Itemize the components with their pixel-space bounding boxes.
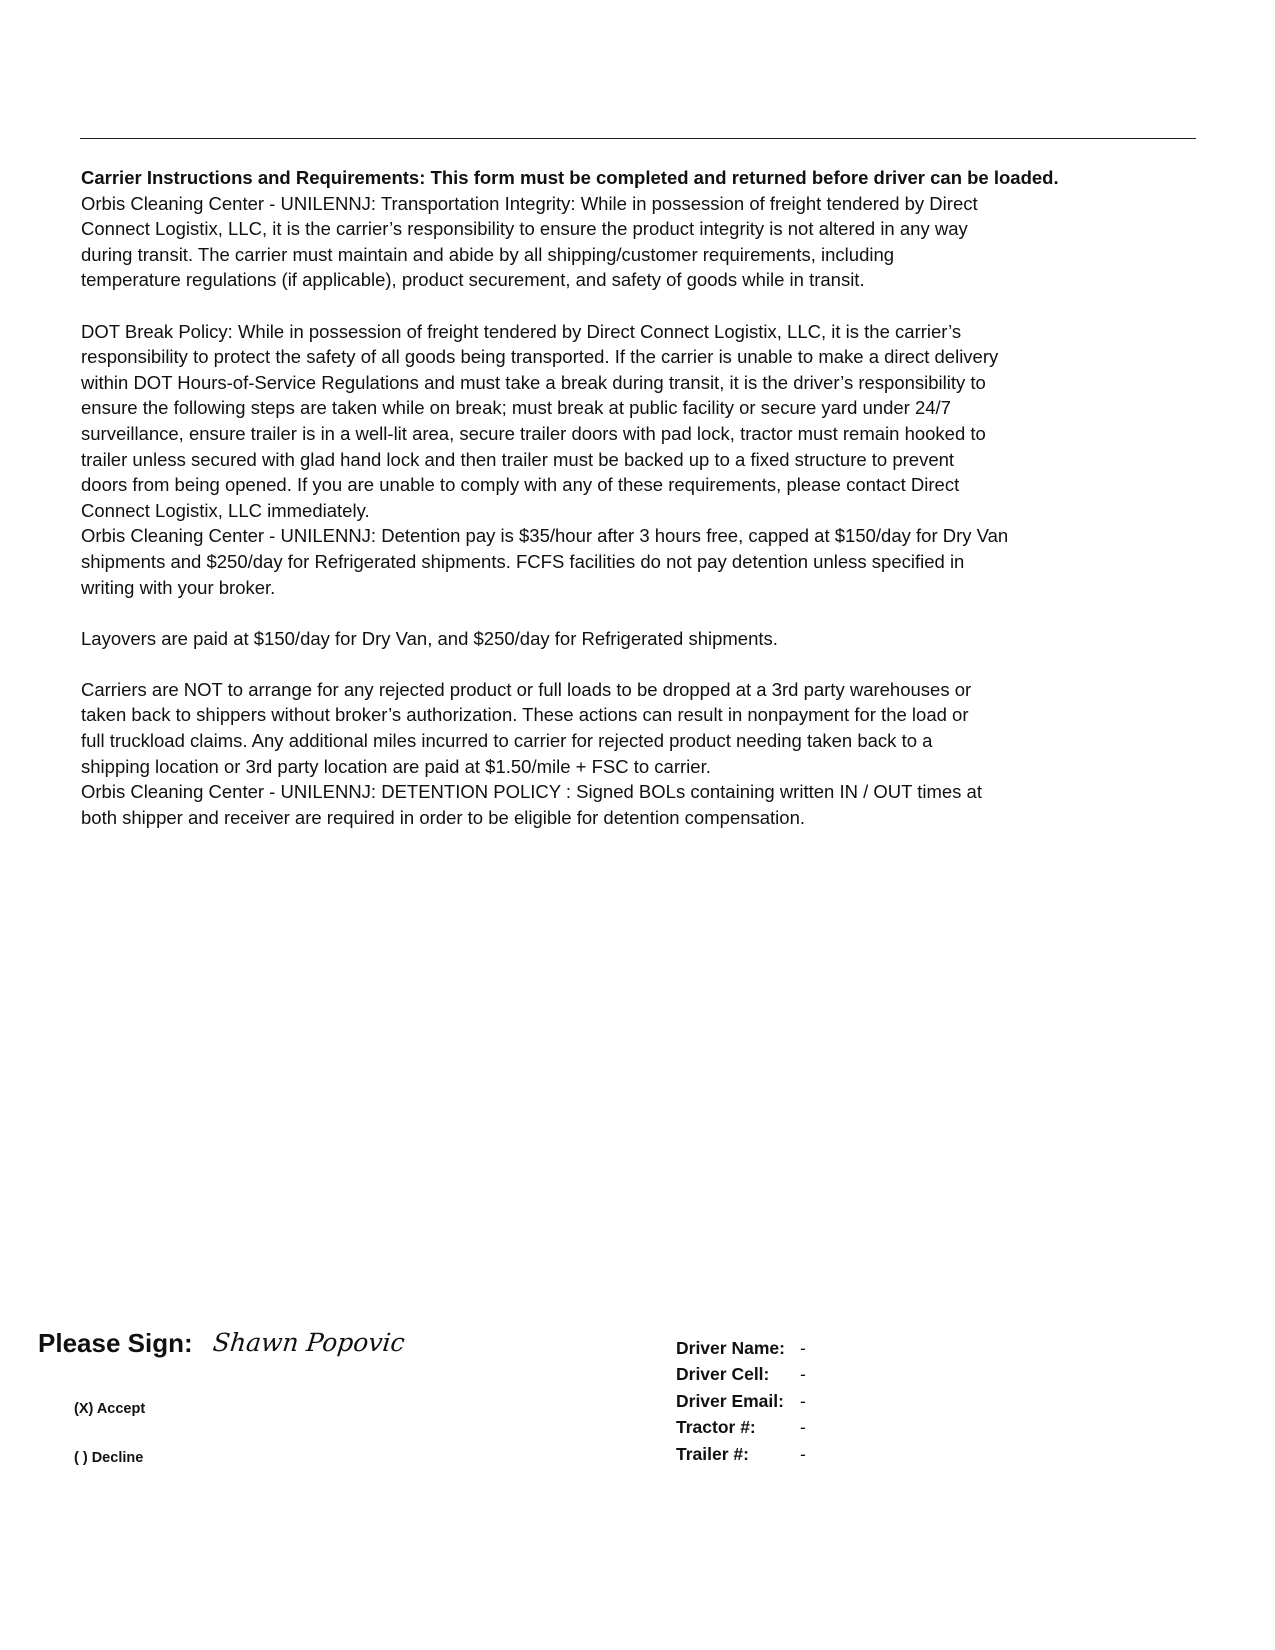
- driver-cell-label: Driver Cell:: [676, 1364, 770, 1385]
- rejected-product-paragraph: Carriers are NOT to arrange for any rejected product or full loads to be dropped at a 3rd party warehouses or taken back to shippers without broker’s authorization. These actions can result in nonpayment for the load or full truckload claims. Any additional miles incurred to carrier for rejected product needing taken back to a shipping location or 3rd party location are paid at $1.50/mile + FSC to carrier.: [81, 678, 972, 777]
- dot-break-policy-paragraph: DOT Break Policy: While in possession of freight tendered by Direct Connect Logistix, LLC, it is the carrier’s responsibility to protect the safety of all goods being transported. If the carrier is unable to make a direct delivery within DOT Hours-of-Service Regulations and must take a break during transit, it is the driver’s responsibility to ensure the following steps are taken while on break; must break at public facility or secure yard under 24/7 surveillance, ensure trailer is in a well-lit area, secure trailer doors with pad lock, tractor must remain hooked to trailer unless secured with glad hand lock and then trailer must be backed up to a fixed structure to prevent doors from being opened. If you are unable to comply with any of these requirements, please contact Direct Connect Logistix, LLC immediately.: [81, 320, 999, 521]
- tractor-number-label: Tractor #:: [676, 1417, 756, 1438]
- detention-policy-paragraph: Orbis Cleaning Center - UNILENNJ: DETENTION POLICY : Signed BOLs containing written IN / OUT times at both shipper and receiver are required in order to be eligible for detention compensation.: [81, 781, 982, 828]
- driver-cell-row: [676, 1361, 840, 1387]
- driver-name-row: [676, 1335, 840, 1361]
- driver-name-value: -: [800, 1338, 806, 1358]
- decline-option[interactable]: ( ) Decline: [74, 1450, 144, 1466]
- trailer-number-value: -: [800, 1443, 806, 1464]
- tractor-number-row: [676, 1414, 840, 1440]
- detention-pay-paragraph: Orbis Cleaning Center - UNILENNJ: Detention pay is $35/hour after 3 hours free, capped at $150/day for Dry Van shipments and $250/day for Refrigerated shipments. FCFS facilities do not pay detention unless specified in writing with your broker.: [81, 525, 1009, 598]
- layovers-paragraph: Layovers are paid at $150/day for Dry Van, and $250/day for Refrigerated shipments.: [81, 627, 778, 649]
- please-sign-label: Please Sign:: [38, 1328, 193, 1358]
- driver-email-label: Driver Email:: [676, 1390, 784, 1411]
- trailer-number-label: Trailer #:: [676, 1443, 749, 1464]
- transportation-integrity-paragraph: Orbis Cleaning Center - UNILENNJ: Transportation Integrity: While in possession of freight tendered by Direct Connect Logistix, LLC, it is the carrier’s responsibility to ensure the product integrity is not altered in any way during transit. The carrier must maintain and abide by all shipping/customer requirements, including temperature regulations (if applicable), product securement, and safety of goods while in transit.: [81, 192, 978, 291]
- trailer-number-row: [676, 1441, 840, 1467]
- instructions-heading: Carrier Instructions and Requirements: This form must be completed and returned before driver can be loaded.: [81, 167, 1059, 188]
- driver-info-block: [676, 1335, 840, 1467]
- carrier-instructions: [81, 165, 1221, 830]
- top-divider: [80, 138, 1196, 139]
- tractor-number-value: -: [800, 1417, 806, 1438]
- accept-option[interactable]: (X) Accept: [74, 1401, 146, 1417]
- driver-email-value: -: [800, 1390, 806, 1411]
- driver-name-label: Driver Name:: [676, 1338, 785, 1358]
- signature-name: Shawn Popovic: [211, 1328, 407, 1357]
- driver-email-row: [676, 1388, 840, 1414]
- driver-cell-value: -: [800, 1364, 806, 1385]
